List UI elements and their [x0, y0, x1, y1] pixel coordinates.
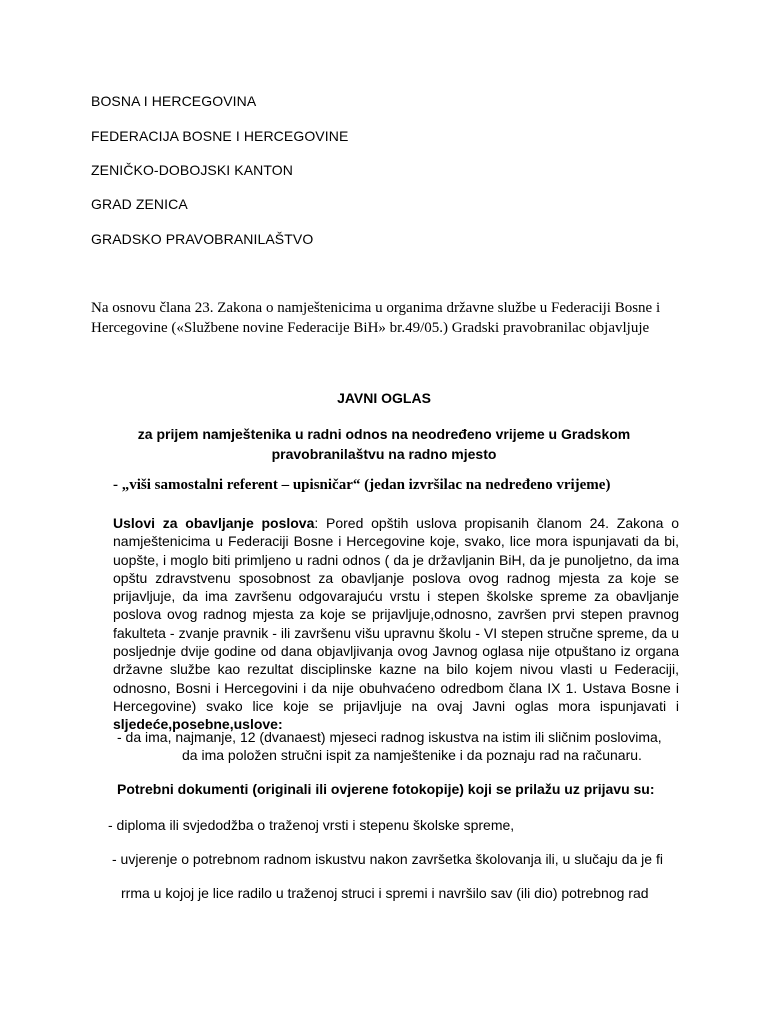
- intro-line: Na osnovu člana 23. Zakona o namještenicima u organima državne službe u Federaciji Bosne i: [91, 300, 661, 316]
- subtitle-line: pravobranilaštvu na radno mjesto: [271, 446, 497, 462]
- header-canton: ZENIČKO-DOBOJSKI KANTON: [91, 162, 293, 178]
- header-office: GRADSKO PRAVOBRANILAŠTVO: [91, 231, 314, 247]
- header-country: BOSNA I HERCEGOVINA: [91, 93, 257, 109]
- conditions-line: Uslovi za obavljanje poslova: Pored opštih uslova propisanih članom 24. Zakona o: [113, 515, 679, 531]
- special-condition-line: da ima položen stručni ispit za namještenike i da poznaju rad na računaru.: [182, 747, 642, 763]
- intro-paragraph: [91, 298, 691, 338]
- position-title: - „viši samostalni referent – upisničar“ (jedan izvršilac na nedređeno vrijeme): [113, 477, 611, 493]
- intro-line: Hercegovine («Službene novine Federacije BiH» br.49/05.) Gradski pravobranilac objavljuje: [91, 320, 650, 336]
- subtitle-line: za prijem namještenika u radni odnos na neodređeno vrijeme u Gradskom: [137, 426, 631, 442]
- header-federation: FEDERACIJA BOSNE I HERCEGOVINE: [91, 128, 349, 144]
- conditions-line: poslova ovog radnog mjesta za koje se prijavljuje,odnosno, završen prvi stepen pravnog: [113, 606, 679, 623]
- conditions-line: Hercegovine) svako lice koje se prijavljuje na ovaj Javni oglas mora ispunjavati i: [113, 697, 679, 714]
- conditions-line: opštu zdravstvenu sposobnost za obavljanje poslova ovog radnog mjesta za koje se: [113, 569, 679, 586]
- document-subtitle: [0, 424, 768, 464]
- conditions-line: fakulteta - zvanje pravnik - ili završenu višu upravnu školu - VI stepen stručne spreme, da u: [113, 624, 679, 641]
- conditions-line: posljednje dvije godine od dana objavljivanja ovog Javnog oglasa nije otpuštano iz organa: [113, 643, 679, 660]
- conditions-line: sljedeće,posebne,uslove:: [113, 716, 283, 733]
- documents-heading: Potrebni dokumenti (originali ili ovjerene fotokopije) koji se prilažu uz prijavu su:: [117, 781, 655, 797]
- conditions-paragraph: [113, 514, 679, 734]
- documents-list-item-continued: rrma u kojoj je lice radilo u traženoj struci i spremi i navršilo sav (ili dio) potrebnog rad: [121, 885, 649, 901]
- conditions-line: državne službe kao rezultat disciplinske kazne na bilo kojem nivou vlasti u Federaciji,: [113, 661, 679, 678]
- conditions-line: uopšte, i moglo biti primljeno u radni odnos ( da je državljanin BiH, da je punoljetno, da ima: [113, 551, 679, 568]
- conditions-line: namještenicima u Federaciji Bosne i Hercegovine koje, svako, lice mora ispunjavati da bi,: [113, 533, 679, 550]
- conditions-line: prijavljuje, da ima završenu odgovarajuću vrstu i stepen školske spreme za obavljanje: [113, 588, 679, 605]
- document-title: JAVNI OGLAS: [337, 390, 431, 406]
- documents-list-item: - diploma ili svjedodžba o traženoj vrsti i stepenu školske spreme,: [108, 817, 515, 833]
- documents-list-item: - uvjerenje o potrebnom radnom iskustvu nakon završetka školovanja ili, u slučaju da je fi: [112, 851, 663, 867]
- header-city: GRAD ZENICA: [91, 196, 188, 212]
- conditions-line: odnosno, Bosni i Hercegovini i da nije obuhvaćeno odredbom člana IX 1. Ustava Bosne i: [113, 679, 679, 696]
- conditions-label: Uslovi za obavljanje poslova: [113, 515, 315, 531]
- special-condition-line: - da ima, najmanje, 12 (dvanaest) mjeseci radnog iskustva na istim ili sličnim poslovima,: [117, 729, 662, 745]
